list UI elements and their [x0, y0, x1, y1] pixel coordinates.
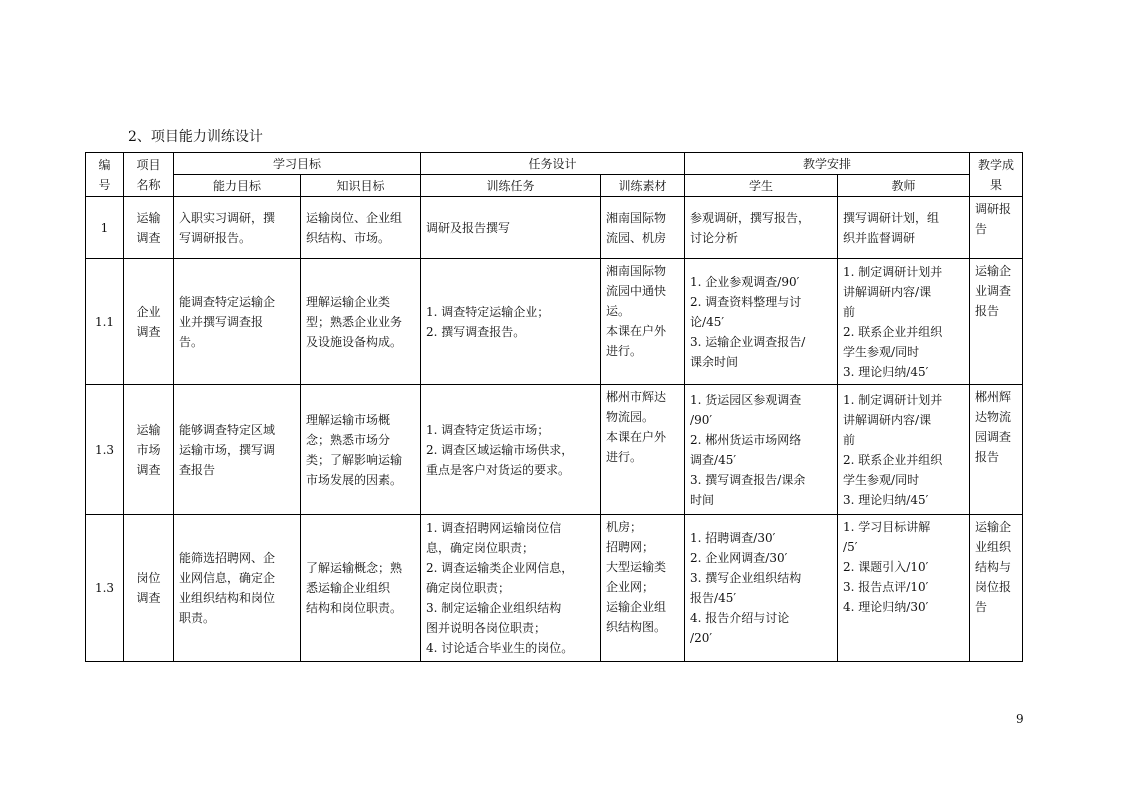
header-training-task: 训练任务	[421, 175, 601, 197]
header-teaching-arrangement: 教学安排	[685, 153, 970, 175]
row-name: 运输 调查	[124, 197, 174, 259]
row-student: 参观调研，撰写报告， 讨论分析	[685, 197, 838, 259]
row-num: 1	[86, 197, 124, 259]
row-outcome: 运输企 业调查 报告	[970, 259, 1023, 385]
table-row	[86, 259, 1023, 385]
row-teacher: 1. 制定调研计划并 讲解调研内容/课 前 2. 联系企业并组织 学生参观/同时 3. 理论归纳/45′	[838, 385, 970, 515]
row-ability: 能调查特定运输企 业并撰写调查报 告。	[174, 259, 301, 385]
row-material: 湘南国际物 流园中通快 运。 本课在户外 进行。	[601, 259, 685, 385]
table-row	[86, 385, 1023, 515]
header-teacher: 教师	[838, 175, 970, 197]
header-knowledge-goal: 知识目标	[301, 175, 421, 197]
row-num: 1.3	[86, 515, 124, 662]
header-outcome: 教学成 果	[970, 153, 1023, 197]
row-student: 1. 货运园区参观调查 /90′ 2. 郴州货运市场网络 调查/45′ 3. 撰写调查报告/课余 时间	[685, 385, 838, 515]
training-design-table	[85, 152, 1023, 662]
row-ability: 能筛选招聘网、企 业网信息，确定企 业组织结构和岗位 职责。	[174, 515, 301, 662]
header-num: 编 号	[86, 153, 124, 197]
header-name: 项目 名称	[124, 153, 174, 197]
table-row	[86, 515, 1023, 662]
row-knowledge: 了解运输概念；熟 悉运输企业组织 结构和岗位职责。	[301, 515, 421, 662]
page-number: 9	[1016, 712, 1024, 726]
row-num: 1.1	[86, 259, 124, 385]
header-learning-goal: 学习目标	[174, 153, 421, 175]
row-material: 湘南国际物 流园、机房	[601, 197, 685, 259]
row-outcome: 运输企 业组织 结构与 岗位报 告	[970, 515, 1023, 662]
header-ability-goal: 能力目标	[174, 175, 301, 197]
row-task: 1. 调查特定运输企业； 2. 撰写调查报告。	[421, 259, 601, 385]
row-material: 郴州市辉达 物流园。 本课在户外 进行。	[601, 385, 685, 515]
header-student: 学生	[685, 175, 838, 197]
header-row-2	[86, 175, 1023, 197]
row-num: 1.3	[86, 385, 124, 515]
row-name: 岗位 调查	[124, 515, 174, 662]
row-ability: 能够调查特定区域 运输市场，撰写调 查报告	[174, 385, 301, 515]
row-task: 1. 调查招聘网运输岗位信 息，确定岗位职责； 2. 调查运输类企业网信息， 确定岗位职责； 3. 制定运输企业组织结构 图并说明各岗位职责； 4. 讨论适合毕业生的岗位。	[421, 515, 601, 662]
row-material: 机房； 招聘网； 大型运输类 企业网； 运输企业组 织结构图。	[601, 515, 685, 662]
header-task-design: 任务设计	[421, 153, 685, 175]
header-training-material: 训练素材	[601, 175, 685, 197]
row-task: 调研及报告撰写	[421, 197, 601, 259]
row-ability: 入职实习调研，撰 写调研报告。	[174, 197, 301, 259]
row-outcome: 调研报 告	[970, 197, 1023, 259]
row-knowledge: 理解运输企业类 型；熟悉企业业务 及设施设备构成。	[301, 259, 421, 385]
header-row-1	[86, 153, 1023, 175]
row-outcome: 郴州辉 达物流 园调查 报告	[970, 385, 1023, 515]
row-knowledge: 运输岗位、企业组 织结构、市场。	[301, 197, 421, 259]
row-knowledge: 理解运输市场概 念；熟悉市场分 类；了解影响运输 市场发展的因素。	[301, 385, 421, 515]
table-row	[86, 197, 1023, 259]
row-student: 1. 企业参观调查/90′ 2. 调查资料整理与讨 论/45′ 3. 运输企业调查报告/ 课余时间	[685, 259, 838, 385]
row-student: 1. 招聘调查/30′ 2. 企业网调查/30′ 3. 撰写企业组织结构 报告/45′ 4. 报告介绍与讨论 /20′	[685, 515, 838, 662]
row-teacher: 1. 学习目标讲解 /5′ 2. 课题引入/10′ 3. 报告点评/10′ 4. 理论归纳/30′	[838, 515, 970, 662]
row-name: 运输 市场 调查	[124, 385, 174, 515]
row-name: 企业 调查	[124, 259, 174, 385]
section-title: 2、项目能力训练设计	[128, 129, 263, 145]
row-teacher: 撰写调研计划，组 织并监督调研	[838, 197, 970, 259]
row-teacher: 1. 制定调研计划并 讲解调研内容/课 前 2. 联系企业并组织 学生参观/同时 3. 理论归纳/45′	[838, 259, 970, 385]
row-task: 1. 调查特定货运市场； 2. 调查区域运输市场供求， 重点是客户对货运的要求。	[421, 385, 601, 515]
